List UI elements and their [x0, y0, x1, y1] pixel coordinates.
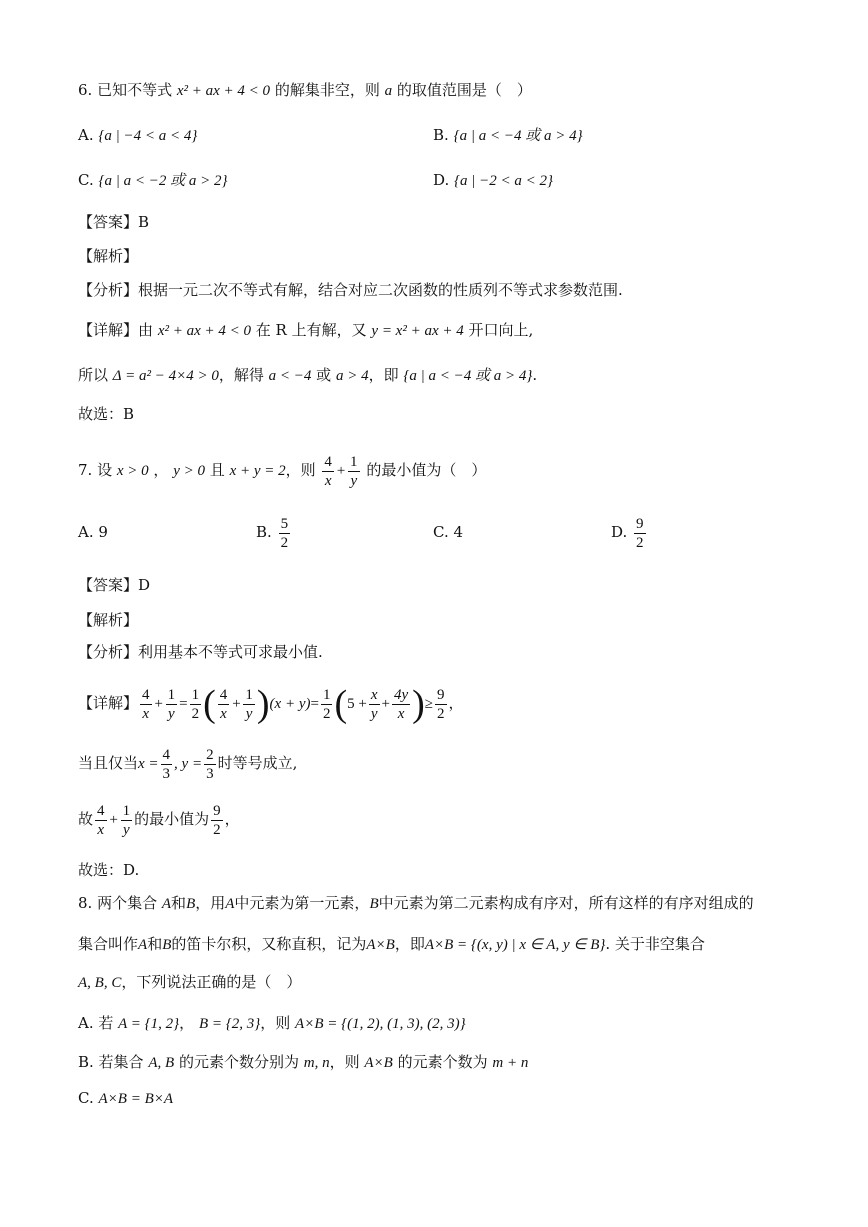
- fraction: $\frac{1}{2}$: [191, 686, 200, 722]
- q7-option-a: A. 9: [78, 523, 108, 541]
- math: y = x² + ax + 4: [371, 323, 464, 339]
- option-label: D.: [611, 523, 628, 541]
- fraction: $\frac{4}{x}$: [324, 453, 332, 489]
- text: ，: [224, 810, 240, 828]
- fraction: $\frac{4}{3}$: [162, 746, 171, 782]
- fraction: $\frac{1}{y}$: [350, 453, 358, 489]
- option-label: C.: [78, 171, 94, 189]
- text: 的元素个数为: [397, 1053, 488, 1071]
- q7-analysis-head: 【解析】: [78, 611, 139, 629]
- text: 的最小值为: [134, 810, 210, 828]
- text: ，即: [368, 366, 399, 384]
- text: 8. 两个集合: [78, 894, 158, 912]
- option-label: B.: [256, 523, 272, 541]
- option-label: D.: [433, 171, 450, 189]
- text: B. 若集合: [78, 1053, 144, 1071]
- fraction: $\frac{4y}{x}$: [393, 686, 409, 722]
- text: ，则: [260, 1014, 291, 1032]
- q7-option-b: [256, 512, 292, 552]
- option-text: {a | −4 < a < 4}: [98, 128, 198, 144]
- math: B = {2, 3}: [198, 1016, 261, 1032]
- text: ，用: [195, 894, 226, 912]
- q7-option-d: [611, 512, 648, 552]
- option-label: A.: [78, 126, 94, 144]
- text: 由: [138, 321, 154, 339]
- q6-option-b: [433, 125, 583, 146]
- math: a < −4: [268, 368, 312, 384]
- q6-choose: 故选：B: [78, 405, 135, 423]
- text: 所以: [78, 366, 109, 384]
- math: x > 0: [116, 463, 149, 479]
- text: ，即: [394, 935, 425, 953]
- fraction: $\frac{5}{2}$: [280, 515, 289, 551]
- text: ，则: [329, 1053, 360, 1071]
- fraction: $\frac{x}{y}$: [370, 686, 378, 722]
- q6-option-a: [78, 125, 197, 146]
- text: 中元素为第二元素构成有序对，所有这样的有序对组成的: [378, 894, 754, 912]
- q7-fenxi: 【分析】利用基本不等式可求最小值.: [78, 643, 323, 661]
- detail-tag: 【详解】: [78, 321, 139, 339]
- option-text: {a | a < −2 或 a > 2}: [98, 173, 228, 189]
- fraction: $\frac{1}{y}$: [122, 802, 131, 838]
- option-label: B.: [433, 126, 449, 144]
- text: ，解得: [218, 366, 264, 384]
- q8-option-c: [78, 1088, 173, 1109]
- q6-detail-line1: [78, 320, 533, 341]
- text: ，下列说法正确的是（ ）: [121, 973, 302, 991]
- q6-stem: [78, 80, 532, 101]
- detail-tag: 【详解】: [78, 694, 139, 712]
- fraction: $\frac{9}{2}$: [437, 686, 445, 722]
- text: 时等号成立,: [217, 754, 298, 772]
- text: 开口向上,: [468, 321, 534, 339]
- math: A = {1, 2}: [118, 1016, 180, 1032]
- math: A×B: [364, 1055, 393, 1071]
- q8-line1: 8. 两个集合 A和B，用A中元素为第一元素，B中元素为第二元素构成有序对，所有这样的有序对组成的: [78, 894, 754, 912]
- math: A×B = B×A: [98, 1091, 174, 1107]
- text: ，则: [285, 461, 316, 479]
- text: 和: [147, 935, 163, 953]
- text: .: [532, 366, 538, 384]
- q7-option-c: C. 4: [433, 523, 464, 541]
- text: A. 若: [78, 1014, 114, 1032]
- q6-detail-line2: [78, 365, 537, 386]
- math: A×B = {(x, y) | x ∈ A, y ∈ B}: [424, 937, 606, 953]
- q7-stem: 7. 设 x > 0 ， y > 0 且 x + y = 2，则 $\frac{4}{x}$ + $\frac{1}{y}$ 的最小值为（ ）: [78, 453, 487, 489]
- q6-fenxi: 【分析】根据一元二次不等式有解，结合对应二次函数的性质列不等式求参数范围.: [78, 281, 623, 299]
- q8-line3: [78, 972, 301, 993]
- q6-prefix: 6. 已知不等式: [78, 81, 173, 99]
- q6-inequality: x² + ax + 4 < 0: [176, 83, 271, 99]
- math: y > 0: [173, 463, 205, 479]
- math: x² + ax + 4 < 0: [157, 323, 251, 339]
- text: 在 R 上有解，又: [255, 321, 367, 339]
- q8-option-b: [78, 1052, 528, 1073]
- text: 的笛卡尔积，又称直积，记为: [171, 935, 367, 953]
- math: A×B = {(1, 2), (1, 3), (2, 3)}: [295, 1016, 466, 1032]
- fraction: $\frac{9}{2}$: [636, 515, 644, 551]
- math: x + y = 2: [229, 463, 286, 479]
- text: 中元素为第一元素，: [234, 894, 370, 912]
- text: 的最小值为（ ）: [366, 461, 487, 479]
- text: 7. 设: [78, 461, 113, 479]
- q7-answer: 【答案】D: [78, 576, 151, 594]
- text: 故: [78, 810, 94, 828]
- fraction: $\frac{1}{y}$: [245, 686, 253, 722]
- q6-answer: 【答案】B: [78, 213, 150, 231]
- q6-analysis-head: 【解析】: [78, 247, 139, 265]
- math: a > 4: [335, 368, 369, 384]
- fraction: $\frac{4}{x}$: [142, 686, 150, 722]
- option-text: {a | −2 < a < 2}: [454, 173, 554, 189]
- fraction: $\frac{4}{x}$: [97, 802, 105, 838]
- fraction: $\frac{1}{2}$: [322, 686, 331, 722]
- text: C.: [78, 1089, 94, 1107]
- q6-var: a: [384, 83, 393, 99]
- text: 和: [171, 894, 187, 912]
- q7-detail-line2: 当且仅当x = $\frac{4}{3}$ , y = $\frac{2}{3}$ 时等号成立,: [78, 746, 298, 782]
- option-text: {a | a < −4 或 a > 4}: [453, 128, 583, 144]
- fraction: $\frac{4}{x}$: [219, 686, 228, 722]
- q6-option-d: [433, 170, 553, 191]
- math: A, B, C: [78, 975, 122, 991]
- math: A×B: [366, 937, 395, 953]
- text: 或: [316, 366, 332, 384]
- text: 当且仅当: [78, 754, 139, 772]
- q6-suffix2: 的取值范围是（ ）: [396, 81, 532, 99]
- math: m + n: [492, 1055, 529, 1071]
- q7-conclusion: 故 $\frac{4}{x}$ + $\frac{1}{y}$ 的最小值为 $\frac{9}{2}$ ，: [78, 802, 240, 838]
- math: m, n: [303, 1055, 330, 1071]
- q6-option-c: [78, 170, 228, 191]
- q7-detail-line1: 【详解】 $\frac{4}{x}$ + $\frac{1}{y}$ = $\frac{1}{2}$ ( $\frac{4}{x}$ + $\frac{1}{y}$ )(x + y)= $\frac{1}{2}$ (5 + $\frac{x}{y}$ + $\frac{4y}{x}$ )≥ $\frac{9}{2}$ ，: [78, 683, 464, 725]
- math: {a | a < −4 或 a > 4}: [403, 368, 533, 384]
- text: 的元素个数分别为: [178, 1053, 299, 1071]
- math: Δ = a² − 4×4 > 0: [112, 368, 219, 384]
- math: A, B: [148, 1055, 175, 1071]
- q7-choose: 故选：D.: [78, 861, 140, 879]
- fraction: $\frac{1}{y}$: [167, 686, 176, 722]
- text: . 关于非空集合: [605, 935, 705, 953]
- fraction: $\frac{2}{3}$: [206, 746, 214, 782]
- q6-suffix: 的解集非空，则: [274, 81, 380, 99]
- q8-line2: 集合叫作A和B的笛卡尔积，又称直积，记为A×B，即A×B = {(x, y) | x ∈ A, y ∈ B}. 关于非空集合: [78, 935, 705, 953]
- text: 且: [209, 461, 225, 479]
- q8-option-a: A. 若 A = {1, 2}， B = {2, 3}，则 A×B = {(1, 2), (1, 3), (2, 3)}: [78, 1014, 466, 1032]
- text: 集合叫作: [78, 935, 139, 953]
- fraction: $\frac{9}{2}$: [213, 802, 221, 838]
